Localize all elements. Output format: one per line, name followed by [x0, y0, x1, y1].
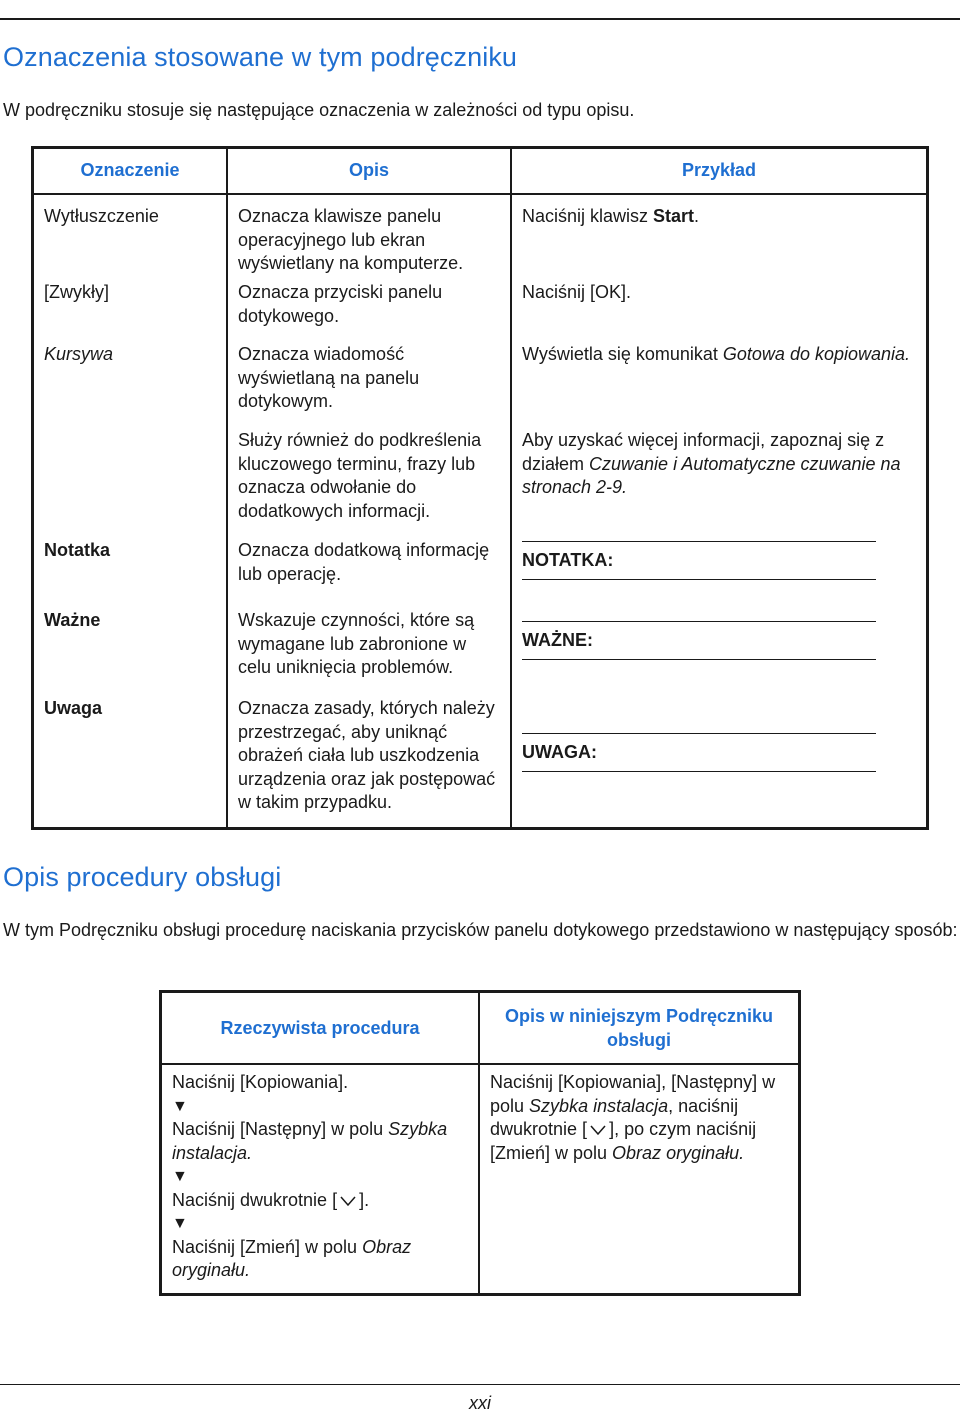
example-text: Naciśnij klawisz	[522, 206, 654, 226]
important-bottom-line	[522, 659, 876, 660]
desc-plain: Oznacza przyciski panelu dotykowego.	[227, 281, 511, 343]
symbol-caution: Uwaga	[33, 697, 228, 829]
desc-important: Wskazuje czynności, które są wymagane lub zabronione w celu uniknięcia problemów.	[227, 609, 511, 697]
desc-italic-2: Służy również do podkreślenia kluczowego terminu, frazy lub oznacza odwołanie do dodatkowych informacji.	[227, 429, 511, 539]
bottom-rule	[0, 1384, 960, 1385]
procedure-intro: W tym Podręczniku obsługi procedurę naciskania przycisków panelu dotykowego przedstawiono w następujący sposób:	[3, 920, 958, 940]
conventions-header-row	[33, 148, 928, 195]
note-bottom-line	[522, 579, 876, 580]
example-italic-2	[511, 429, 928, 539]
example-note	[511, 539, 928, 609]
table-row	[33, 697, 928, 829]
desc-field-name: Obraz oryginału.	[612, 1142, 745, 1163]
conventions-table	[31, 146, 929, 830]
note-label: NOTATKA:	[522, 550, 614, 570]
example-reference: Czuwanie i Automatyczne czuwanie na stronach 2-9.	[522, 453, 901, 497]
desc-note: Oznacza dodatkową informację lub operację.	[227, 539, 511, 609]
table-row	[33, 609, 928, 697]
example-text: .	[694, 206, 700, 226]
step-1: Naciśnij [Kopiowania].	[172, 1072, 349, 1092]
top-rule	[0, 18, 960, 20]
table-row	[33, 194, 928, 281]
symbol-important: Ważne	[33, 609, 228, 697]
symbol-note: Notatka	[33, 539, 228, 609]
desc-text: ], po czym naciśnij [Zmień] w polu	[490, 1119, 757, 1163]
step-2	[172, 1118, 468, 1165]
example-message: Gotowa do kopiowania.	[722, 344, 911, 364]
desc-bold: Oznacza klawisze panelu operacyjnego lub ekran wyświetlany na komputerze.	[227, 194, 511, 281]
conventions-intro: W podręczniku stosuje się następujące oznaczenia w zależności od typu opisu.	[3, 100, 635, 120]
step-field-name: Obraz oryginału.	[172, 1236, 412, 1280]
step-4	[172, 1236, 468, 1283]
page-number: xxi	[469, 1393, 491, 1413]
desc-italic-1: Oznacza wiadomość wyświetlaną na panelu dotykowym.	[227, 343, 511, 429]
symbol-bold: Wytłuszczenie	[33, 194, 228, 281]
section-title-procedure: Opis procedury obsługi	[3, 862, 282, 892]
caution-label: UWAGA:	[522, 742, 597, 762]
caution-bottom-line	[522, 771, 876, 772]
step-3	[172, 1189, 468, 1213]
step-field-name: Szybka instalacja.	[172, 1119, 448, 1163]
section-title-conventions: Oznaczenia stosowane w tym podręczniku	[3, 42, 518, 72]
step-text: Naciśnij [Zmień] w polu	[172, 1236, 363, 1257]
table-row	[33, 343, 928, 429]
example-italic-1	[511, 343, 928, 429]
symbol-italic-empty	[33, 429, 228, 539]
header-manual-description: Opis w niniejszym Podręczniku obsługi	[479, 992, 800, 1065]
chevron-down-icon	[590, 1125, 606, 1135]
table-row	[33, 539, 928, 609]
symbol-italic: Kursywa	[33, 343, 228, 429]
step-text: Naciśnij [Następny] w polu	[172, 1119, 389, 1139]
example-text: Aby uzyskać więcej informacji, zapoznaj się z działem	[522, 430, 885, 474]
step-text: ].	[359, 1189, 370, 1210]
example-text: Wyświetla się komunikat	[522, 344, 723, 364]
table-row	[33, 281, 928, 343]
desc-text: Naciśnij [Kopiowania], [Następny] w polu	[490, 1072, 776, 1116]
procedure-table	[159, 990, 801, 1296]
chevron-down-icon	[340, 1196, 356, 1206]
procedure-header-row	[161, 992, 800, 1065]
desc-text: , naciśnij dwukrotnie [	[490, 1095, 739, 1139]
header-description: Opis	[227, 148, 511, 195]
down-arrow-icon: ▼	[172, 1097, 188, 1115]
table-row	[33, 429, 928, 539]
example-key-start: Start	[653, 206, 695, 226]
header-actual-procedure: Rzeczywista procedura	[161, 992, 480, 1065]
important-label: WAŻNE:	[522, 630, 593, 650]
example-important	[511, 609, 928, 697]
desc-field-name: Szybka instalacja	[529, 1095, 669, 1116]
header-symbol: Oznaczenie	[33, 148, 228, 195]
table-row	[161, 1064, 800, 1294]
down-arrow-icon: ▼	[172, 1215, 188, 1232]
example-bold	[511, 194, 928, 281]
desc-caution: Oznacza zasady, których należy przestrzegać, aby uniknąć obrażeń ciała lub uszkodzenia urządzenia oraz jak postępować w takim przypadku.	[227, 697, 511, 829]
actual-procedure-steps	[161, 1064, 480, 1294]
step-text: Naciśnij dwukrotnie [	[172, 1189, 338, 1210]
manual-description-text	[479, 1064, 800, 1294]
header-example: Przykład	[511, 148, 928, 195]
symbol-plain: [Zwykły]	[33, 281, 228, 343]
down-arrow-icon: ▼	[172, 1168, 188, 1185]
example-caution	[511, 697, 928, 829]
example-plain: Naciśnij [OK].	[511, 281, 928, 343]
